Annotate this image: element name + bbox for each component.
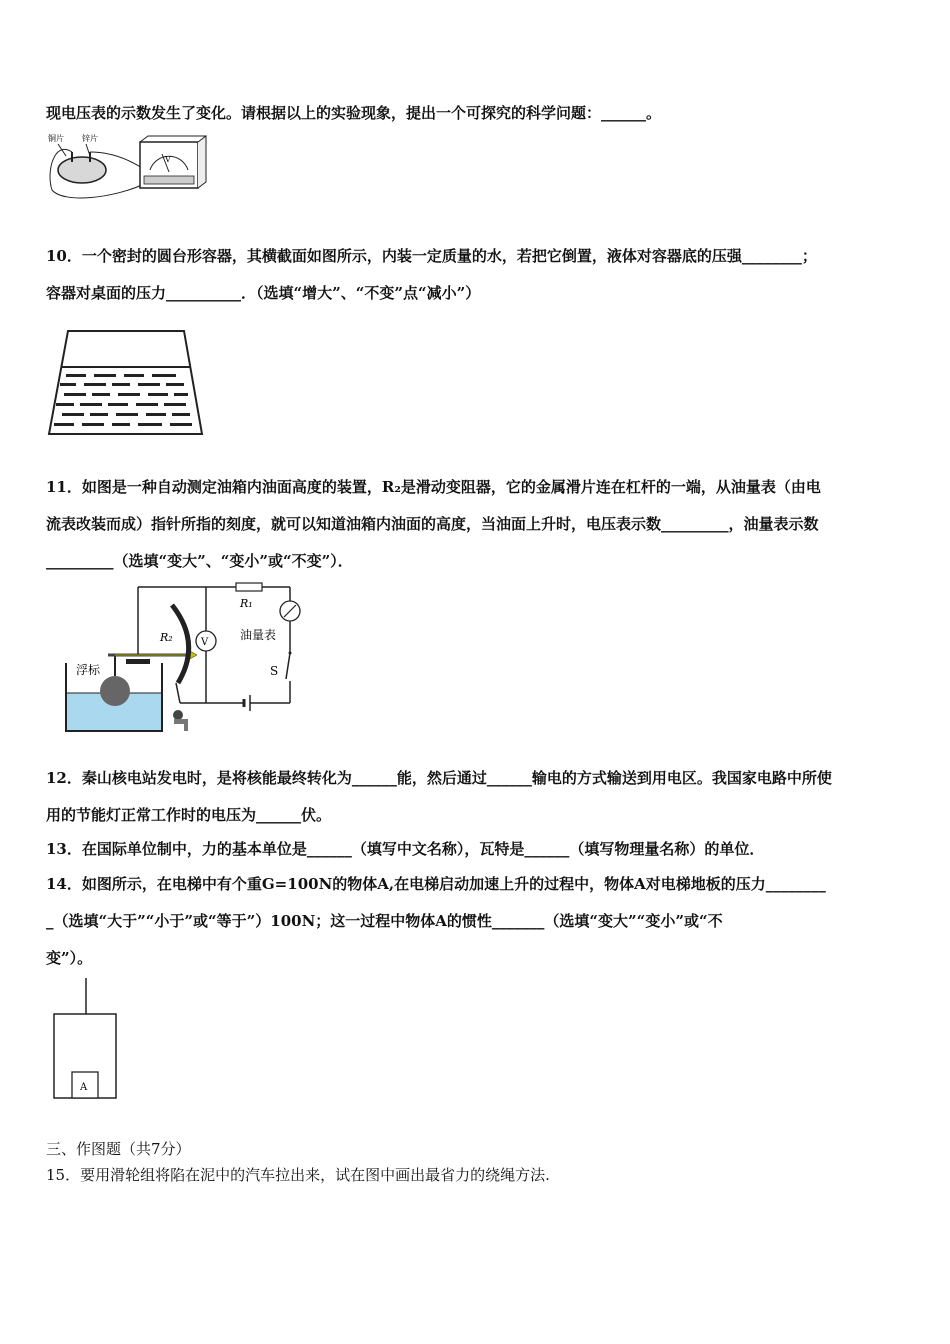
switch-label: S xyxy=(270,664,279,678)
q14-text-line-1: 14．如图所示，在电梯中有个重G=100N的物体A,在电梯启动加速上升的过程中，物体A对电梯地板的压力________ xyxy=(46,875,826,893)
voltmeter-label: V xyxy=(201,637,209,648)
section3-heading: 三、作图题（共7分） xyxy=(46,1140,191,1158)
q10-text-line-1: 10．一个密封的圆台形容器，其横截面如图所示，内装一定质量的水，若把它倒置，液体对容器底的压强________； xyxy=(46,247,817,265)
q12-text-line-2: 用的节能灯正常工作时的电压为______伏。 xyxy=(46,806,332,824)
r2-label: R₂ xyxy=(160,631,173,644)
r1-label: R₁ xyxy=(240,597,253,610)
q12-text-line-1: 12．秦山核电站发电时，是将核能最终转化为______能，然后通过______输电的方式输送到用电区。我国家电路中所使 xyxy=(46,769,832,787)
q11-text-line-2: 流表改装而成）指针所指的刻度，就可以知道油箱内油面的高度，当油面上升时，电压表示数_________，油量表示数 xyxy=(46,515,819,533)
q9-meter-glyph: V xyxy=(165,155,171,164)
q9-label-copper: 铜片 xyxy=(48,134,64,143)
float-ball xyxy=(100,676,130,706)
q13-text-line: 13．在国际单位制中，力的基本单位是______（填写中文名称），瓦特是______（填写物理量名称）的单位． xyxy=(46,840,765,858)
q14-text-line-2: _（选填“大于”“小于”或“等于”）100N；这一过程中物体A的惯性_______（选填“变大”“变小”或“不 xyxy=(46,912,723,930)
r1-resistor xyxy=(236,583,262,591)
q10-text-line-2: 容器对桌面的压力__________．（选填“增大”、“不变”点“减小”） xyxy=(46,284,481,302)
q14-figure-elevator xyxy=(52,978,120,1100)
oil-gauge-label: 油量表 xyxy=(240,628,277,642)
switch-s xyxy=(286,653,290,679)
block-a-label: A xyxy=(80,1082,88,1093)
q10-figure-truncated-cone-container xyxy=(46,330,206,436)
lemon-shape xyxy=(58,157,106,183)
q15-text-line: 15．要用滑轮组将陷在泥中的汽车拉出来，试在图中画出最省力的绕绳方法. xyxy=(46,1166,550,1184)
q11-figure-oil-level-circuit xyxy=(60,583,310,738)
q14-text-line-3: 变”）。 xyxy=(46,949,93,967)
q9-figure-fruit-battery xyxy=(44,132,209,204)
r2-arc xyxy=(172,605,189,683)
q9-label-zinc: 锌片 xyxy=(82,134,98,143)
float-label: 浮标 xyxy=(76,663,101,677)
q9-text-line: 现电压表的示数发生了变化。请根据以上的实验现象，提出一个可探究的科学问题：______。 xyxy=(46,104,662,122)
q11-text-line-3: _________（选填“变大”、“变小”或“不变”）． xyxy=(46,552,353,570)
q11-text-line-1: 11．如图是一种自动测定油箱内油面高度的装置，R₂是滑动变阻器，它的金属滑片连在杠杆的一端，从油量表（由电 xyxy=(46,478,821,496)
